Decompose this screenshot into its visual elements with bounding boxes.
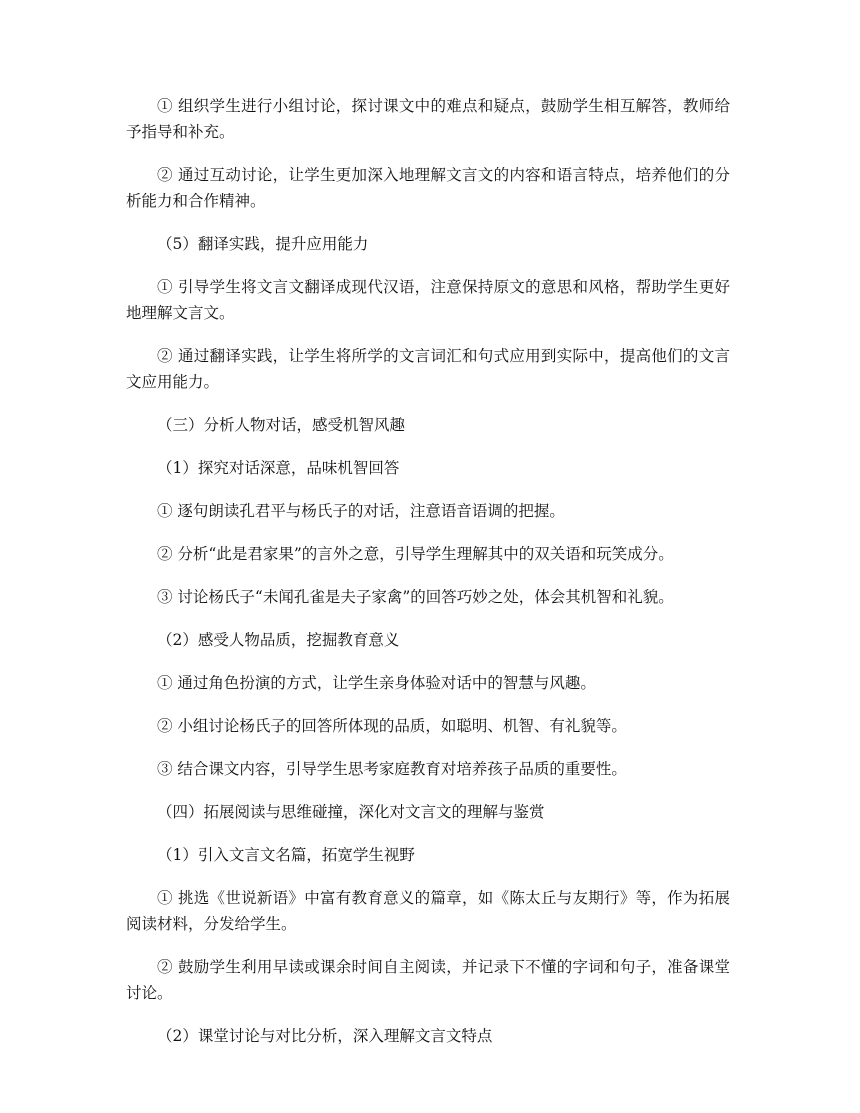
section-heading-dialogue: （三）分析人物对话，感受机智风趣 [157,416,406,434]
paragraph-quality-3: ③ 结合课文内容，引导学生思考家庭教育对培养孩子品质的重要性。 [157,760,627,778]
section-heading-extended-reading: （四）拓展阅读与思维碰撞，深化对文言文的理解与鉴赏 [157,803,545,821]
subsection-heading-character-quality: （2）感受人物品质，挖掘教育意义 [157,631,400,649]
paragraph-discussion-1: ① 组织学生进行小组讨论，探讨课文中的难点和疑点，鼓励学生相互解答，教师给予指导和补充。 [126,97,730,141]
paragraph-dialogue-3: ③ 讨论杨氏子“未闻孔雀是夫子家禽”的回答巧妙之处，体会其机智和礼貌。 [157,588,674,606]
section-heading-translation: （5）翻译实践，提升应用能力 [157,235,369,253]
paragraph-dialogue-1: ① 逐句朗读孔君平与杨氏子的对话，注意语音语调的把握。 [157,502,565,520]
paragraph-quality-2: ② 小组讨论杨氏子的回答所体现的品质，如聪明、机智、有礼貌等。 [157,717,627,735]
paragraph-dialogue-2: ② 分析“此是君家果”的言外之意，引导学生理解其中的双关语和玩笑成分。 [157,545,674,563]
paragraph-discussion-2: ② 通过互动讨论，让学生更加深入地理解文言文的内容和语言特点，培养他们的分析能力和合作精神。 [126,166,730,210]
paragraph-quality-1: ① 通过角色扮演的方式，让学生亲身体验对话中的智慧与风趣。 [157,674,596,692]
paragraph-reading-2: ② 鼓励学生利用早读或课余时间自主阅读，并记录下不懂的字词和句子，准备课堂讨论。 [126,958,730,1002]
paragraph-translation-1: ① 引导学生将文言文翻译成现代汉语，注意保持原文的意思和风格，帮助学生更好地理解文言文。 [126,278,730,322]
document-body [126,93,730,1066]
subsection-heading-class-discussion: （2）课堂讨论与对比分析，深入理解文言文特点 [157,1027,493,1045]
subsection-heading-classic-texts: （1）引入文言文名篇，拓宽学生视野 [157,846,415,864]
subsection-heading-dialogue-meaning: （1）探究对话深意，品味机智回答 [157,459,400,477]
paragraph-reading-1: ① 挑选《世说新语》中富有教育意义的篇章，如《陈太丘与友期行》等，作为拓展阅读材料，分发给学生。 [126,889,730,933]
paragraph-translation-2: ② 通过翻译实践，让学生将所学的文言词汇和句式应用到实际中，提高他们的文言文应用能力。 [126,347,730,391]
